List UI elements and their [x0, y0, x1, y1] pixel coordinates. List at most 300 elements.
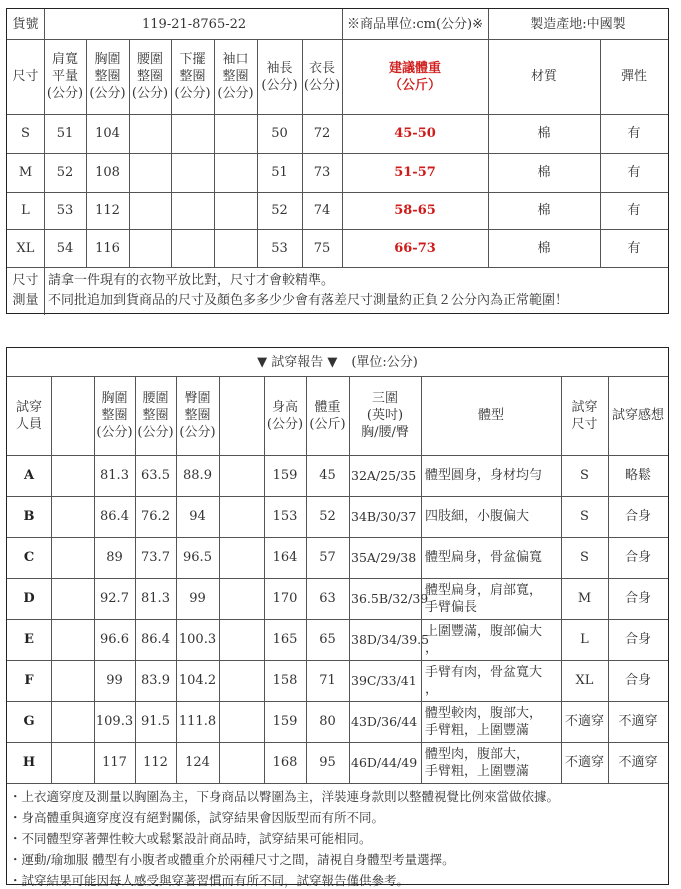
cell-line: 手臂有肉，骨盆寬大 [425, 664, 543, 680]
cell-value: 71 [319, 673, 336, 688]
cell-value: XL [16, 240, 35, 256]
size-row-material [488, 192, 600, 229]
person-cell [7, 660, 51, 701]
size-row-material [488, 229, 600, 267]
cell-line: 袖口 [222, 52, 249, 67]
body-cell [421, 742, 561, 783]
bwh-cell [349, 619, 430, 660]
feel-cell [608, 619, 668, 660]
cell-line: 身高 [271, 399, 298, 415]
col-waist [135, 376, 176, 455]
cell-line: 整圈 [184, 408, 211, 423]
unit-label [342, 9, 488, 39]
weight-cell [306, 619, 349, 660]
cell-text [361, 390, 409, 441]
cell-value: 83.9 [141, 673, 170, 688]
cell-line: 腰圍 [136, 52, 163, 67]
size-cell [561, 619, 608, 660]
feel-cell [608, 742, 668, 783]
cell-value: 96.6 [100, 632, 129, 647]
size-row-chest [86, 229, 129, 267]
col-size [7, 39, 44, 114]
item-no [44, 9, 342, 39]
cell-value: 81.3 [141, 591, 170, 606]
hip-cell [176, 455, 219, 496]
cell-text [425, 582, 542, 616]
body-cell [421, 660, 561, 701]
waist-cell [135, 455, 176, 496]
cell-value: 32A/25/35 [351, 468, 417, 483]
cell-line: (公分) [266, 416, 304, 432]
report-note: ・上衣適穿度及測量以胸圍為主，下身商品以臀圍為主，洋裝連身款則以整體視覺比例來當做依據。 [9, 789, 560, 804]
cell-value: 45-50 [394, 126, 436, 141]
waist-cell [135, 660, 176, 701]
waist-cell [135, 742, 176, 783]
cell-line: 三圍 [371, 391, 398, 406]
cell-text [309, 399, 345, 433]
cell-value: F [24, 673, 34, 688]
cell-value: 104 [95, 126, 120, 141]
cell-value: 153 [272, 509, 298, 524]
size-cell [561, 537, 608, 578]
cell-line: (公分) [137, 425, 174, 440]
cell-value: 72 [313, 126, 331, 141]
cell-value: 124 [185, 755, 210, 770]
report-note: ・運動/瑜珈服 體型有小腹者或體重介於兩種尺寸之間，請視自身體型考量選擇。 [9, 852, 455, 867]
weight-cell [306, 660, 349, 701]
cell-line: 上圍豐滿，腹部偏大 [425, 623, 543, 639]
height-cell [264, 496, 306, 537]
size-row-length [302, 114, 342, 153]
cell-line: 手臂偏長 [425, 599, 478, 615]
weight-cell [306, 742, 349, 783]
col-elastic [600, 39, 668, 114]
cell-line: 腰圍 [142, 391, 169, 406]
weight-cell [306, 455, 349, 496]
cell-text [389, 60, 441, 94]
cell-value: 棉 [537, 240, 551, 256]
footer-label-line: 測量 [12, 293, 39, 308]
cell-value: 168 [272, 755, 298, 770]
cell-value: L [21, 203, 30, 218]
chest-cell [94, 578, 135, 619]
feel-cell [608, 660, 668, 701]
cell-line: ， [425, 681, 439, 697]
cell-value: 119-21-8765-22 [142, 16, 247, 32]
chest-cell [94, 537, 135, 578]
cell-line: 四肢細，小腹偏大 [425, 509, 530, 524]
bwh-cell [349, 701, 421, 742]
cell-line: ， [425, 640, 439, 656]
cell-value: (單位:公分) [351, 354, 418, 370]
chest-cell [94, 701, 135, 742]
body-cell [421, 619, 561, 660]
report-note: ・身高體重與適穿度沒有絕對關係，試穿結果會因版型而有所不同。 [9, 810, 385, 825]
cell-text [132, 51, 168, 102]
cell-value: 39C/33/41 [351, 673, 417, 688]
cell-line: 平量 [51, 69, 78, 84]
size-cell [561, 455, 608, 496]
cell-value: 52 [271, 203, 288, 218]
cell-text [425, 549, 542, 566]
cell-line: 人員 [15, 416, 42, 432]
cell-text [425, 705, 542, 739]
hip-cell [176, 496, 219, 537]
footer-label-line: 尺寸 [12, 273, 39, 288]
weight-cell [306, 701, 349, 742]
cell-text [425, 508, 529, 525]
feel-cell [608, 701, 668, 742]
cell-value: 111.8 [178, 714, 217, 729]
person-cell [7, 701, 51, 742]
person-cell [7, 496, 51, 537]
cell-text [261, 60, 297, 94]
cell-line: (公分) [174, 86, 211, 101]
cell-value: 不適穿 [618, 755, 658, 770]
origin-label [488, 9, 668, 39]
waist-cell [135, 496, 176, 537]
footer-note-line: 請拿一件現有的衣物平放比對，尺寸才會較精準。 [48, 273, 335, 288]
report-note: ・不同體型穿著彈性較大或鬆緊設計商品時，試穿結果可能相同。 [9, 831, 372, 846]
hip-cell [176, 578, 219, 619]
cell-line: (公斤) [309, 416, 346, 432]
bwh-cell [349, 660, 421, 701]
cell-value: 158 [272, 673, 298, 688]
size-row-elastic [600, 229, 668, 267]
cell-value: 不適穿 [564, 714, 604, 729]
cell-line: 整圈 [94, 69, 121, 84]
cell-value: 109.3 [95, 714, 134, 729]
hip-cell [176, 619, 219, 660]
cell-value: H [22, 755, 36, 770]
cell-value: 38D/34/39.5 [351, 632, 430, 647]
cell-value: 不適穿 [618, 714, 658, 729]
waist-cell [135, 537, 176, 578]
cell-value: 合身 [624, 550, 651, 565]
cell-value: 貨號 [12, 16, 39, 32]
cell-line: (公分) [46, 86, 84, 101]
cell-value: 165 [272, 632, 298, 647]
cell-line: 手臂粗，上圍豐滿 [425, 722, 530, 738]
size-cell [561, 496, 608, 537]
cell-value: 86.4 [141, 632, 170, 647]
cell-line: (公分) [89, 86, 126, 101]
cell-text [571, 399, 597, 433]
size-row-elastic [600, 114, 668, 153]
cell-text [137, 390, 173, 441]
feel-cell [608, 537, 668, 578]
cell-value: 99 [106, 673, 123, 688]
cell-value: G [23, 714, 35, 729]
cell-value: S [580, 509, 589, 524]
cell-value: 112 [143, 755, 168, 770]
footer-note-line: 不同批追加到貨商品的尺寸及顏色多多少少會有落差尺寸測量約正負２公分內為正常範圍！ [48, 293, 569, 308]
cell-line: (公分) [179, 425, 216, 440]
col-chest [94, 376, 135, 455]
size-row-sleeve [257, 229, 302, 267]
cell-value: 117 [102, 755, 127, 770]
col-bwh [349, 376, 421, 455]
size-row-sleeve [257, 153, 302, 192]
body-cell [421, 578, 561, 619]
height-cell [264, 660, 306, 701]
col-size [561, 376, 608, 455]
cell-value: 50 [271, 126, 288, 141]
cell-value: 66-73 [394, 240, 436, 256]
cell-value: 有 [627, 165, 641, 180]
cell-value: 43D/36/44 [351, 714, 418, 729]
size-row-sleeve [257, 114, 302, 153]
col-cuff [214, 39, 257, 114]
cell-value: S [21, 126, 30, 141]
cell-value: 有 [627, 203, 641, 218]
size-row-shoulder [44, 229, 86, 267]
cell-value: 51 [271, 165, 288, 180]
person-cell [7, 619, 51, 660]
size-row-size [7, 114, 44, 153]
col-sleeve [257, 39, 302, 114]
chest-cell [94, 619, 135, 660]
size-row-shoulder [44, 114, 86, 153]
cell-value: 棉 [537, 126, 551, 141]
col-weight [342, 39, 488, 114]
size-row-elastic [600, 192, 668, 229]
cell-value: M [577, 591, 592, 606]
cell-value: S [580, 550, 589, 565]
cell-line: 胸/腰/臀 [361, 425, 409, 440]
person-cell [7, 455, 51, 496]
size-row-chest [86, 192, 129, 229]
size-row-length [302, 192, 342, 229]
cell-line: 胸圍 [94, 52, 121, 67]
cell-text [174, 51, 210, 102]
cell-value: 65 [319, 632, 336, 647]
col-body [421, 376, 561, 455]
cell-value: 合身 [624, 509, 651, 524]
cell-value: 100.3 [178, 632, 217, 647]
waist-cell [135, 619, 176, 660]
cell-text [425, 664, 542, 698]
cell-value: 棉 [537, 165, 551, 180]
cell-line: 建議體重 [388, 60, 441, 76]
cell-value: 棉 [537, 203, 551, 218]
cell-value: C [23, 550, 35, 565]
cell-text [16, 399, 42, 433]
cell-value: 36.5B/32/39 [351, 591, 429, 606]
cell-value: 73 [313, 165, 331, 180]
col-height [264, 376, 306, 455]
size-row-weight [342, 192, 488, 229]
height-cell [264, 578, 306, 619]
person-cell [7, 537, 51, 578]
cell-line: (公分) [261, 77, 298, 93]
cell-value: E [24, 632, 34, 647]
feel-cell [608, 455, 668, 496]
height-cell [264, 742, 306, 783]
cell-value: 52 [56, 165, 74, 180]
body-cell [421, 455, 561, 496]
height-cell [264, 455, 306, 496]
size-row-chest [86, 114, 129, 153]
cell-value: M [18, 165, 33, 180]
cell-value: 159 [272, 714, 298, 729]
size-row-shoulder [44, 192, 86, 229]
cell-value: 53 [56, 203, 74, 218]
bwh-cell [349, 578, 429, 619]
cell-line: 臀圍 [184, 391, 211, 406]
waist-cell [135, 578, 176, 619]
cell-line: 整圈 [136, 69, 163, 84]
col-chest [86, 39, 129, 114]
hip-cell [176, 742, 219, 783]
grid-line [51, 376, 52, 783]
cell-line: (英吋) [366, 408, 404, 423]
col-person [7, 376, 51, 455]
cell-line: 肩寬 [51, 52, 78, 67]
cell-text [47, 51, 83, 102]
size-row-weight [342, 153, 488, 192]
height-cell [264, 619, 306, 660]
cell-value: 合身 [624, 591, 651, 606]
waist-cell [135, 701, 176, 742]
cell-line: (公分) [217, 86, 254, 101]
col-length [302, 39, 342, 114]
cell-value: 57 [319, 550, 336, 565]
cell-line: 試穿 [15, 399, 42, 415]
cell-value: 53 [271, 240, 288, 256]
cell-value: 52 [319, 509, 336, 524]
size-row-weight [342, 229, 488, 267]
cell-value: D [23, 591, 35, 606]
chest-cell [94, 742, 135, 783]
size-row-size [7, 153, 44, 192]
cell-line: 整圈 [222, 69, 249, 84]
chest-cell [94, 496, 135, 537]
cell-value: 76.2 [141, 509, 170, 524]
cell-line: 體型肉，腹部大， [425, 746, 530, 762]
cell-value: 略鬆 [624, 468, 651, 483]
cell-text [425, 623, 542, 657]
height-cell [264, 701, 306, 742]
footer-label [7, 267, 44, 315]
bwh-cell [349, 742, 421, 783]
hip-cell [176, 660, 219, 701]
bwh-cell [349, 537, 421, 578]
cell-line: 胸圍 [101, 391, 128, 406]
cell-value: 96.5 [183, 550, 212, 565]
cell-line: 體型扁身，肩部寬， [425, 582, 543, 598]
cell-value: 74 [313, 203, 331, 218]
size-row-length [302, 229, 342, 267]
cell-value: 材質 [530, 69, 557, 84]
chest-cell [94, 455, 135, 496]
cell-value: 彈性 [620, 69, 647, 84]
item-no-label [7, 9, 44, 39]
size-row-elastic [600, 153, 668, 192]
size-table [6, 8, 669, 314]
cell-line: 體型較肉，腹部大， [425, 705, 543, 721]
col-shoulder [44, 39, 86, 114]
person-cell [7, 742, 51, 783]
cell-value: 88.9 [183, 468, 212, 483]
footer-label-text [12, 271, 38, 311]
col-material [488, 39, 600, 114]
body-cell [421, 701, 561, 742]
cell-value: 108 [95, 165, 120, 180]
cell-line: 體型圓身，身材均勻 [425, 468, 543, 483]
col-waist [129, 39, 171, 114]
cell-line: 試穿 [571, 399, 598, 415]
cell-value: 75 [313, 240, 331, 256]
grid-line [219, 376, 220, 783]
cell-value: 86.4 [100, 509, 129, 524]
size-cell [561, 660, 608, 701]
cell-value: 104.2 [178, 673, 217, 688]
cell-value: 製造產地:中國製 [530, 16, 626, 32]
cell-value: ※商品單位:cm(公分)※ [346, 16, 484, 32]
report-title-text: ▼ 試穿報告 ▼ [257, 354, 338, 370]
size-row-size [7, 192, 44, 229]
feel-cell [608, 496, 668, 537]
cell-value: 81.3 [100, 468, 129, 483]
cell-line: 下擺 [179, 52, 206, 67]
cell-value: 有 [627, 126, 641, 141]
chest-cell [94, 660, 135, 701]
hip-cell [176, 701, 219, 742]
cell-line: (公分) [96, 425, 133, 440]
cell-value: 合身 [624, 673, 651, 688]
cell-text [304, 60, 340, 94]
cell-text [217, 51, 253, 102]
cell-line: 整圈 [179, 69, 206, 84]
col-hip [176, 376, 219, 455]
body-cell [421, 537, 561, 578]
col-hem [171, 39, 214, 114]
size-row-material [488, 153, 600, 192]
cell-value: 92.7 [100, 591, 129, 606]
cell-value: B [23, 509, 35, 524]
col-weight [306, 376, 349, 455]
height-cell [264, 537, 306, 578]
col-feel [608, 376, 668, 455]
cell-value: 116 [95, 240, 120, 256]
size-cell [561, 701, 608, 742]
cell-value: 54 [56, 240, 74, 256]
cell-value: 35A/29/38 [351, 550, 417, 565]
cell-text [96, 390, 132, 441]
cell-value: 63 [319, 591, 336, 606]
cell-line: 體重 [314, 399, 341, 415]
cell-value: 99 [189, 591, 206, 606]
grid-line [7, 783, 668, 784]
cell-line: 整圈 [101, 408, 128, 423]
fit-report-table [6, 347, 669, 888]
size-cell [561, 742, 608, 783]
cell-value: 170 [272, 591, 298, 606]
cell-line: 整圈 [142, 408, 169, 423]
size-row-material [488, 114, 600, 153]
cell-value: 46D/44/49 [351, 755, 418, 770]
cell-text [425, 746, 529, 780]
bwh-cell [349, 455, 421, 496]
weight-cell [306, 578, 349, 619]
cell-value: 34B/30/37 [351, 509, 417, 524]
cell-value: 73.7 [141, 550, 170, 565]
cell-value: 89 [106, 550, 123, 565]
cell-value: 63.5 [141, 468, 170, 483]
cell-value: 尺寸 [12, 69, 39, 84]
footer-notes [44, 267, 668, 315]
